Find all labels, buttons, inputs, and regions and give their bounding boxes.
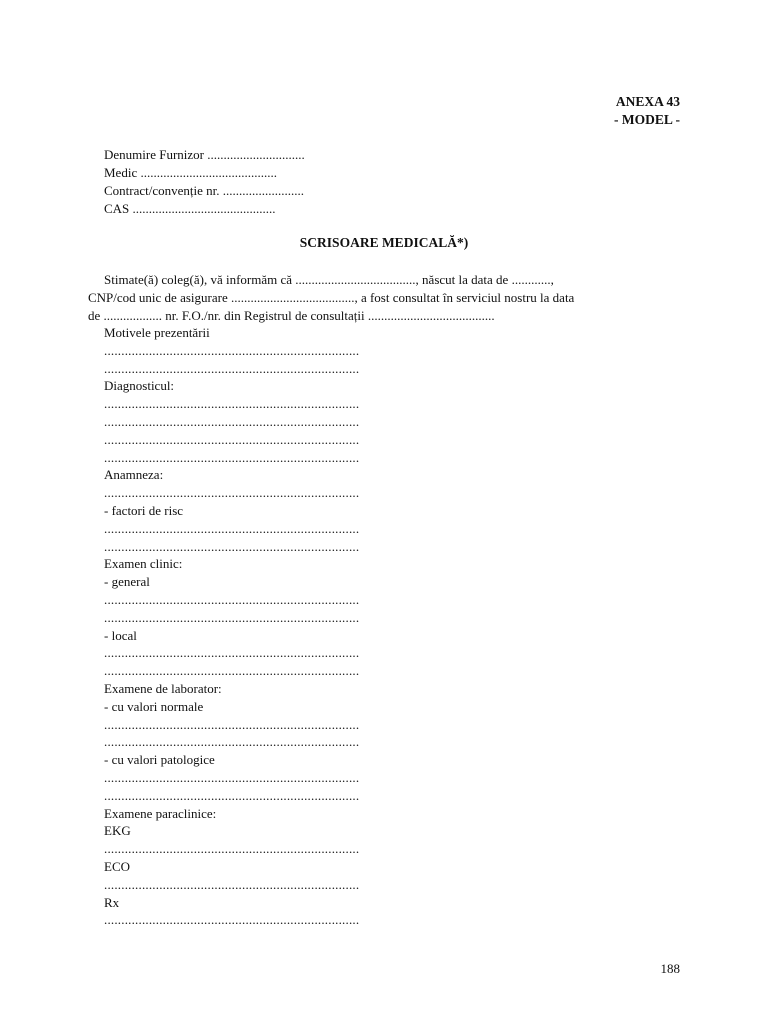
section-anamneza: Anamneza: — [104, 467, 164, 483]
provider-info — [104, 146, 305, 218]
section-diagnostic: Diagnosticul: — [104, 378, 175, 394]
dot-line: .......................................................................... — [104, 769, 360, 785]
dot-line: .......................................................................... — [104, 342, 360, 358]
provider-name-field: Denumire Furnizor .............................. — [104, 147, 305, 162]
dot-line: .......................................................................... — [104, 360, 360, 376]
annex-model: - MODEL - — [614, 112, 680, 127]
dot-line: .......................................................................... — [104, 841, 360, 857]
dot-line: .......................................................................... — [104, 787, 360, 803]
dot-line: .......................................................................... — [104, 645, 360, 661]
dot-line: .......................................................................... — [104, 663, 360, 679]
intro-line-1: Stimate(ă) coleg(ă), vă informăm că ....................................., născut la data de ............, — [104, 272, 554, 287]
intro-line-3: de .................. nr. F.O./nr. din Registrul de consultații ....................................... — [88, 308, 495, 323]
annex-label: ANEXA 43 — [615, 94, 680, 109]
subsection-normal-values: - cu valori normale — [104, 698, 204, 714]
subsection-ekg: EKG — [104, 823, 131, 839]
subsection-pathological-values: - cu valori patologice — [104, 752, 215, 768]
dot-line: .......................................................................... — [104, 876, 360, 892]
subsection-risk-factors: - factori de risc — [104, 502, 184, 518]
document-title: SCRISOARE MEDICALĂ*) — [299, 235, 469, 250]
cas-field: CAS ............................................ — [104, 201, 276, 216]
dot-line: .......................................................................... — [104, 413, 360, 429]
contract-field: Contract/convenție nr. ......................... — [104, 183, 305, 198]
dot-line: .......................................................................... — [104, 716, 360, 732]
dot-line: .......................................................................... — [104, 449, 360, 465]
section-clinical-exam: Examen clinic: — [104, 556, 183, 572]
subsection-general: - general — [104, 574, 150, 590]
dot-line: .......................................................................... — [104, 609, 360, 625]
subsection-rx: Rx — [104, 894, 120, 910]
subsection-local: - local — [104, 627, 137, 643]
letter-body — [104, 324, 359, 929]
doctor-field: Medic .......................................... — [104, 165, 277, 180]
intro-paragraph — [88, 271, 688, 325]
dot-line: .......................................................................... — [104, 538, 360, 554]
page-number: 188 — [660, 961, 680, 976]
section-paraclinical-exams: Examene paraclinice: — [104, 805, 217, 821]
subsection-eco: ECO — [104, 858, 130, 874]
dot-line: .......................................................................... — [104, 734, 360, 750]
section-lab-exams: Examene de laborator: — [104, 680, 222, 696]
dot-line: .......................................................................... — [104, 591, 360, 607]
section-motive: Motivele prezentării — [104, 325, 210, 340]
annex-header — [614, 93, 680, 129]
dot-line: .......................................................................... — [104, 520, 360, 536]
dot-line: .......................................................................... — [104, 912, 360, 928]
dot-line: .......................................................................... — [104, 485, 360, 501]
dot-line: .......................................................................... — [104, 396, 360, 412]
intro-line-2: CNP/cod unic de asigurare ......................................, a fost consultat în serviciul nostru la data — [88, 290, 575, 305]
dot-line: .......................................................................... — [104, 431, 360, 447]
